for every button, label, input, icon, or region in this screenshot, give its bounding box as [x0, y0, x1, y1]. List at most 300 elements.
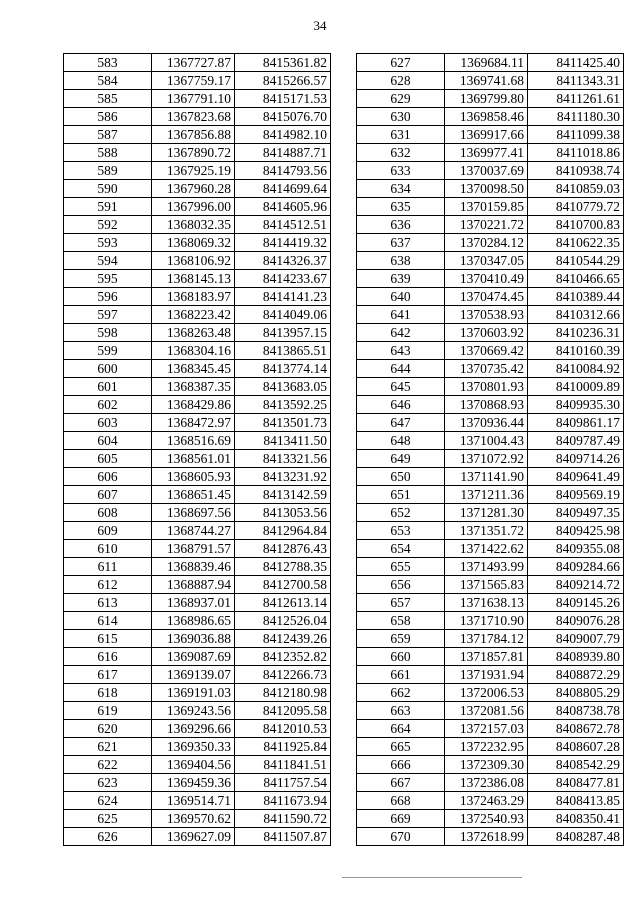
table-row [357, 126, 624, 144]
point-number-cell: 639 [357, 270, 445, 288]
y-coordinate-cell: 8415266.57 [235, 72, 331, 90]
point-number-cell: 610 [64, 540, 152, 558]
x-coordinate-cell: 1369139.07 [152, 666, 235, 684]
point-number-cell: 596 [64, 288, 152, 306]
x-coordinate-cell: 1368986.65 [152, 612, 235, 630]
table-row [357, 342, 624, 360]
point-number-cell: 629 [357, 90, 445, 108]
x-coordinate-cell: 1368605.93 [152, 468, 235, 486]
y-coordinate-cell: 8414049.06 [235, 306, 331, 324]
point-number-cell: 632 [357, 144, 445, 162]
y-coordinate-cell: 8411757.54 [235, 774, 331, 792]
y-coordinate-cell: 8411018.86 [528, 144, 624, 162]
y-coordinate-cell: 8414982.10 [235, 126, 331, 144]
x-coordinate-cell: 1372081.56 [445, 702, 528, 720]
y-coordinate-cell: 8408350.41 [528, 810, 624, 828]
y-coordinate-cell: 8411507.87 [235, 828, 331, 846]
point-number-cell: 583 [64, 54, 152, 72]
x-coordinate-cell: 1371565.83 [445, 576, 528, 594]
y-coordinate-cell: 8414141.23 [235, 288, 331, 306]
table-row [357, 792, 624, 810]
point-number-cell: 638 [357, 252, 445, 270]
table-row [64, 576, 331, 594]
table-row [64, 396, 331, 414]
x-coordinate-cell: 1370410.49 [445, 270, 528, 288]
point-number-cell: 661 [357, 666, 445, 684]
table-row [357, 144, 624, 162]
y-coordinate-cell: 8409425.98 [528, 522, 624, 540]
point-number-cell: 642 [357, 324, 445, 342]
table-row [64, 810, 331, 828]
x-coordinate-cell: 1371141.90 [445, 468, 528, 486]
y-coordinate-cell: 8411425.40 [528, 54, 624, 72]
table-row [357, 702, 624, 720]
x-coordinate-cell: 1367823.68 [152, 108, 235, 126]
x-coordinate-cell: 1369350.33 [152, 738, 235, 756]
point-number-cell: 637 [357, 234, 445, 252]
point-number-cell: 602 [64, 396, 152, 414]
point-number-cell: 655 [357, 558, 445, 576]
y-coordinate-cell: 8408477.81 [528, 774, 624, 792]
table-row [64, 558, 331, 576]
x-coordinate-cell: 1369917.66 [445, 126, 528, 144]
coordinates-table-left [63, 53, 331, 846]
y-coordinate-cell: 8410236.31 [528, 324, 624, 342]
table-row [64, 486, 331, 504]
y-coordinate-cell: 8411590.72 [235, 810, 331, 828]
y-coordinate-cell: 8413683.05 [235, 378, 331, 396]
x-coordinate-cell: 1368887.94 [152, 576, 235, 594]
x-coordinate-cell: 1369799.80 [445, 90, 528, 108]
point-number-cell: 656 [357, 576, 445, 594]
x-coordinate-cell: 1372618.99 [445, 828, 528, 846]
point-number-cell: 618 [64, 684, 152, 702]
y-coordinate-cell: 8409641.49 [528, 468, 624, 486]
x-coordinate-cell: 1370669.42 [445, 342, 528, 360]
point-number-cell: 586 [64, 108, 152, 126]
table-row [357, 774, 624, 792]
table-row [357, 288, 624, 306]
x-coordinate-cell: 1370474.45 [445, 288, 528, 306]
table-row [357, 324, 624, 342]
point-number-cell: 595 [64, 270, 152, 288]
x-coordinate-cell: 1368472.97 [152, 414, 235, 432]
table-row [64, 540, 331, 558]
point-number-cell: 593 [64, 234, 152, 252]
table-row [64, 774, 331, 792]
y-coordinate-cell: 8415171.53 [235, 90, 331, 108]
y-coordinate-cell: 8413053.56 [235, 504, 331, 522]
table-row [357, 594, 624, 612]
table-row [64, 432, 331, 450]
x-coordinate-cell: 1368651.45 [152, 486, 235, 504]
point-number-cell: 607 [64, 486, 152, 504]
x-coordinate-cell: 1371422.62 [445, 540, 528, 558]
table-row [357, 90, 624, 108]
x-coordinate-cell: 1369243.56 [152, 702, 235, 720]
point-number-cell: 599 [64, 342, 152, 360]
y-coordinate-cell: 8410312.66 [528, 306, 624, 324]
y-coordinate-cell: 8410779.72 [528, 198, 624, 216]
point-number-cell: 625 [64, 810, 152, 828]
table-row [357, 720, 624, 738]
table-row [357, 666, 624, 684]
table-row [64, 414, 331, 432]
point-number-cell: 651 [357, 486, 445, 504]
point-number-cell: 646 [357, 396, 445, 414]
table-row [64, 216, 331, 234]
x-coordinate-cell: 1371638.13 [445, 594, 528, 612]
x-coordinate-cell: 1369514.71 [152, 792, 235, 810]
x-coordinate-cell: 1368937.01 [152, 594, 235, 612]
table-row [64, 666, 331, 684]
point-number-cell: 668 [357, 792, 445, 810]
point-number-cell: 645 [357, 378, 445, 396]
y-coordinate-cell: 8409007.79 [528, 630, 624, 648]
table-row [357, 198, 624, 216]
y-coordinate-cell: 8409497.35 [528, 504, 624, 522]
x-coordinate-cell: 1368106.92 [152, 252, 235, 270]
y-coordinate-cell: 8410466.65 [528, 270, 624, 288]
table-row [357, 756, 624, 774]
table-row [357, 360, 624, 378]
y-coordinate-cell: 8408872.29 [528, 666, 624, 684]
x-coordinate-cell: 1369404.56 [152, 756, 235, 774]
table-row [357, 828, 624, 846]
point-number-cell: 663 [357, 702, 445, 720]
point-number-cell: 647 [357, 414, 445, 432]
y-coordinate-cell: 8412010.53 [235, 720, 331, 738]
coordinates-table-right [356, 53, 624, 846]
table-row [64, 270, 331, 288]
point-number-cell: 612 [64, 576, 152, 594]
point-number-cell: 666 [357, 756, 445, 774]
x-coordinate-cell: 1369684.11 [445, 54, 528, 72]
table-row [357, 576, 624, 594]
table-row [64, 162, 331, 180]
table-row [64, 378, 331, 396]
x-coordinate-cell: 1370037.69 [445, 162, 528, 180]
y-coordinate-cell: 8413321.56 [235, 450, 331, 468]
table-row [357, 648, 624, 666]
point-number-cell: 588 [64, 144, 152, 162]
x-coordinate-cell: 1367890.72 [152, 144, 235, 162]
point-number-cell: 621 [64, 738, 152, 756]
x-coordinate-cell: 1367759.17 [152, 72, 235, 90]
point-number-cell: 657 [357, 594, 445, 612]
point-number-cell: 640 [357, 288, 445, 306]
x-coordinate-cell: 1371281.30 [445, 504, 528, 522]
table-row [357, 180, 624, 198]
point-number-cell: 627 [357, 54, 445, 72]
table-row [64, 234, 331, 252]
point-number-cell: 669 [357, 810, 445, 828]
y-coordinate-cell: 8411099.38 [528, 126, 624, 144]
table-row [64, 450, 331, 468]
y-coordinate-cell: 8412352.82 [235, 648, 331, 666]
point-number-cell: 616 [64, 648, 152, 666]
point-number-cell: 585 [64, 90, 152, 108]
y-coordinate-cell: 8409145.26 [528, 594, 624, 612]
y-coordinate-cell: 8409861.17 [528, 414, 624, 432]
table-row [64, 648, 331, 666]
table-row [64, 198, 331, 216]
table-row [357, 612, 624, 630]
point-number-cell: 597 [64, 306, 152, 324]
point-number-cell: 635 [357, 198, 445, 216]
y-coordinate-cell: 8413231.92 [235, 468, 331, 486]
x-coordinate-cell: 1368145.13 [152, 270, 235, 288]
y-coordinate-cell: 8414233.67 [235, 270, 331, 288]
x-coordinate-cell: 1368839.46 [152, 558, 235, 576]
table-row [357, 558, 624, 576]
x-coordinate-cell: 1369977.41 [445, 144, 528, 162]
point-number-cell: 592 [64, 216, 152, 234]
table-row [357, 252, 624, 270]
point-number-cell: 644 [357, 360, 445, 378]
y-coordinate-cell: 8413774.14 [235, 360, 331, 378]
table-row [357, 396, 624, 414]
x-coordinate-cell: 1370221.72 [445, 216, 528, 234]
x-coordinate-cell: 1369741.68 [445, 72, 528, 90]
point-number-cell: 591 [64, 198, 152, 216]
y-coordinate-cell: 8412439.26 [235, 630, 331, 648]
x-coordinate-cell: 1367996.00 [152, 198, 235, 216]
table-row [357, 270, 624, 288]
x-coordinate-cell: 1369191.03 [152, 684, 235, 702]
y-coordinate-cell: 8410389.44 [528, 288, 624, 306]
point-number-cell: 667 [357, 774, 445, 792]
y-coordinate-cell: 8409935.30 [528, 396, 624, 414]
table-row [357, 504, 624, 522]
point-number-cell: 633 [357, 162, 445, 180]
y-coordinate-cell: 8415361.82 [235, 54, 331, 72]
table-row [357, 486, 624, 504]
x-coordinate-cell: 1370159.85 [445, 198, 528, 216]
y-coordinate-cell: 8408939.80 [528, 648, 624, 666]
y-coordinate-cell: 8409787.49 [528, 432, 624, 450]
y-coordinate-cell: 8410938.74 [528, 162, 624, 180]
x-coordinate-cell: 1368069.32 [152, 234, 235, 252]
x-coordinate-cell: 1372309.30 [445, 756, 528, 774]
y-coordinate-cell: 8409569.19 [528, 486, 624, 504]
point-number-cell: 665 [357, 738, 445, 756]
y-coordinate-cell: 8411673.94 [235, 792, 331, 810]
point-number-cell: 631 [357, 126, 445, 144]
y-coordinate-cell: 8408672.78 [528, 720, 624, 738]
point-number-cell: 605 [64, 450, 152, 468]
table-row [357, 684, 624, 702]
point-number-cell: 613 [64, 594, 152, 612]
table-row [357, 738, 624, 756]
table-row [357, 432, 624, 450]
table-row [64, 252, 331, 270]
table-row [357, 522, 624, 540]
y-coordinate-cell: 8412964.84 [235, 522, 331, 540]
point-number-cell: 654 [357, 540, 445, 558]
x-coordinate-cell: 1368345.45 [152, 360, 235, 378]
x-coordinate-cell: 1372463.29 [445, 792, 528, 810]
x-coordinate-cell: 1368697.56 [152, 504, 235, 522]
point-number-cell: 603 [64, 414, 152, 432]
point-number-cell: 641 [357, 306, 445, 324]
x-coordinate-cell: 1370538.93 [445, 306, 528, 324]
x-coordinate-cell: 1368032.35 [152, 216, 235, 234]
x-coordinate-cell: 1369087.69 [152, 648, 235, 666]
x-coordinate-cell: 1368744.27 [152, 522, 235, 540]
point-number-cell: 620 [64, 720, 152, 738]
point-number-cell: 652 [357, 504, 445, 522]
y-coordinate-cell: 8410544.29 [528, 252, 624, 270]
x-coordinate-cell: 1369459.36 [152, 774, 235, 792]
x-coordinate-cell: 1370801.93 [445, 378, 528, 396]
table-row [64, 702, 331, 720]
table-row [357, 216, 624, 234]
table-row [357, 234, 624, 252]
point-number-cell: 615 [64, 630, 152, 648]
x-coordinate-cell: 1371072.92 [445, 450, 528, 468]
x-coordinate-cell: 1370603.92 [445, 324, 528, 342]
point-number-cell: 622 [64, 756, 152, 774]
x-coordinate-cell: 1371004.43 [445, 432, 528, 450]
x-coordinate-cell: 1372232.95 [445, 738, 528, 756]
point-number-cell: 614 [64, 612, 152, 630]
table-row [64, 72, 331, 90]
x-coordinate-cell: 1372540.93 [445, 810, 528, 828]
x-coordinate-cell: 1368183.97 [152, 288, 235, 306]
table-row [357, 540, 624, 558]
point-number-cell: 634 [357, 180, 445, 198]
y-coordinate-cell: 8414605.96 [235, 198, 331, 216]
x-coordinate-cell: 1367960.28 [152, 180, 235, 198]
y-coordinate-cell: 8409714.26 [528, 450, 624, 468]
table-row [64, 144, 331, 162]
point-number-cell: 643 [357, 342, 445, 360]
point-number-cell: 619 [64, 702, 152, 720]
point-number-cell: 611 [64, 558, 152, 576]
x-coordinate-cell: 1370098.50 [445, 180, 528, 198]
y-coordinate-cell: 8410859.03 [528, 180, 624, 198]
table-row [64, 324, 331, 342]
x-coordinate-cell: 1369627.09 [152, 828, 235, 846]
table-row [357, 414, 624, 432]
y-coordinate-cell: 8410700.83 [528, 216, 624, 234]
point-number-cell: 636 [357, 216, 445, 234]
x-coordinate-cell: 1368429.86 [152, 396, 235, 414]
y-coordinate-cell: 8412095.58 [235, 702, 331, 720]
y-coordinate-cell: 8412788.35 [235, 558, 331, 576]
y-coordinate-cell: 8408738.78 [528, 702, 624, 720]
y-coordinate-cell: 8408805.29 [528, 684, 624, 702]
point-number-cell: 659 [357, 630, 445, 648]
table-row [64, 360, 331, 378]
x-coordinate-cell: 1370868.93 [445, 396, 528, 414]
x-coordinate-cell: 1370284.12 [445, 234, 528, 252]
point-number-cell: 604 [64, 432, 152, 450]
x-coordinate-cell: 1369858.46 [445, 108, 528, 126]
y-coordinate-cell: 8413957.15 [235, 324, 331, 342]
point-number-cell: 594 [64, 252, 152, 270]
table-row [64, 306, 331, 324]
x-coordinate-cell: 1371857.81 [445, 648, 528, 666]
y-coordinate-cell: 8410084.92 [528, 360, 624, 378]
table-row [64, 342, 331, 360]
table-row [64, 288, 331, 306]
table-row [64, 180, 331, 198]
x-coordinate-cell: 1368304.16 [152, 342, 235, 360]
y-coordinate-cell: 8412876.43 [235, 540, 331, 558]
point-number-cell: 670 [357, 828, 445, 846]
point-number-cell: 609 [64, 522, 152, 540]
x-coordinate-cell: 1367925.19 [152, 162, 235, 180]
point-number-cell: 648 [357, 432, 445, 450]
x-coordinate-cell: 1368561.01 [152, 450, 235, 468]
y-coordinate-cell: 8414793.56 [235, 162, 331, 180]
point-number-cell: 587 [64, 126, 152, 144]
table-row [357, 306, 624, 324]
point-number-cell: 662 [357, 684, 445, 702]
point-number-cell: 598 [64, 324, 152, 342]
x-coordinate-cell: 1371710.90 [445, 612, 528, 630]
table-row [357, 108, 624, 126]
y-coordinate-cell: 8412266.73 [235, 666, 331, 684]
table-row [64, 108, 331, 126]
table-row [64, 594, 331, 612]
x-coordinate-cell: 1370936.44 [445, 414, 528, 432]
y-coordinate-cell: 8410009.89 [528, 378, 624, 396]
x-coordinate-cell: 1371784.12 [445, 630, 528, 648]
point-number-cell: 584 [64, 72, 152, 90]
table-row [64, 756, 331, 774]
point-number-cell: 658 [357, 612, 445, 630]
point-number-cell: 630 [357, 108, 445, 126]
table-row [357, 630, 624, 648]
table-row [357, 450, 624, 468]
x-coordinate-cell: 1367856.88 [152, 126, 235, 144]
y-coordinate-cell: 8410160.39 [528, 342, 624, 360]
table-row [64, 90, 331, 108]
table-row [64, 504, 331, 522]
y-coordinate-cell: 8412700.58 [235, 576, 331, 594]
y-coordinate-cell: 8411841.51 [235, 756, 331, 774]
x-coordinate-cell: 1367791.10 [152, 90, 235, 108]
y-coordinate-cell: 8408287.48 [528, 828, 624, 846]
x-coordinate-cell: 1368263.48 [152, 324, 235, 342]
table-row [64, 612, 331, 630]
footer-divider [342, 877, 522, 878]
x-coordinate-cell: 1372157.03 [445, 720, 528, 738]
y-coordinate-cell: 8411261.61 [528, 90, 624, 108]
y-coordinate-cell: 8411343.31 [528, 72, 624, 90]
x-coordinate-cell: 1371211.36 [445, 486, 528, 504]
point-number-cell: 600 [64, 360, 152, 378]
y-coordinate-cell: 8412613.14 [235, 594, 331, 612]
x-coordinate-cell: 1367727.87 [152, 54, 235, 72]
table-row [357, 378, 624, 396]
point-number-cell: 601 [64, 378, 152, 396]
y-coordinate-cell: 8414699.64 [235, 180, 331, 198]
table-row [64, 720, 331, 738]
point-number-cell: 608 [64, 504, 152, 522]
y-coordinate-cell: 8409355.08 [528, 540, 624, 558]
y-coordinate-cell: 8414419.32 [235, 234, 331, 252]
x-coordinate-cell: 1368516.69 [152, 432, 235, 450]
point-number-cell: 660 [357, 648, 445, 666]
y-coordinate-cell: 8409284.66 [528, 558, 624, 576]
point-number-cell: 617 [64, 666, 152, 684]
x-coordinate-cell: 1368223.42 [152, 306, 235, 324]
x-coordinate-cell: 1371931.94 [445, 666, 528, 684]
